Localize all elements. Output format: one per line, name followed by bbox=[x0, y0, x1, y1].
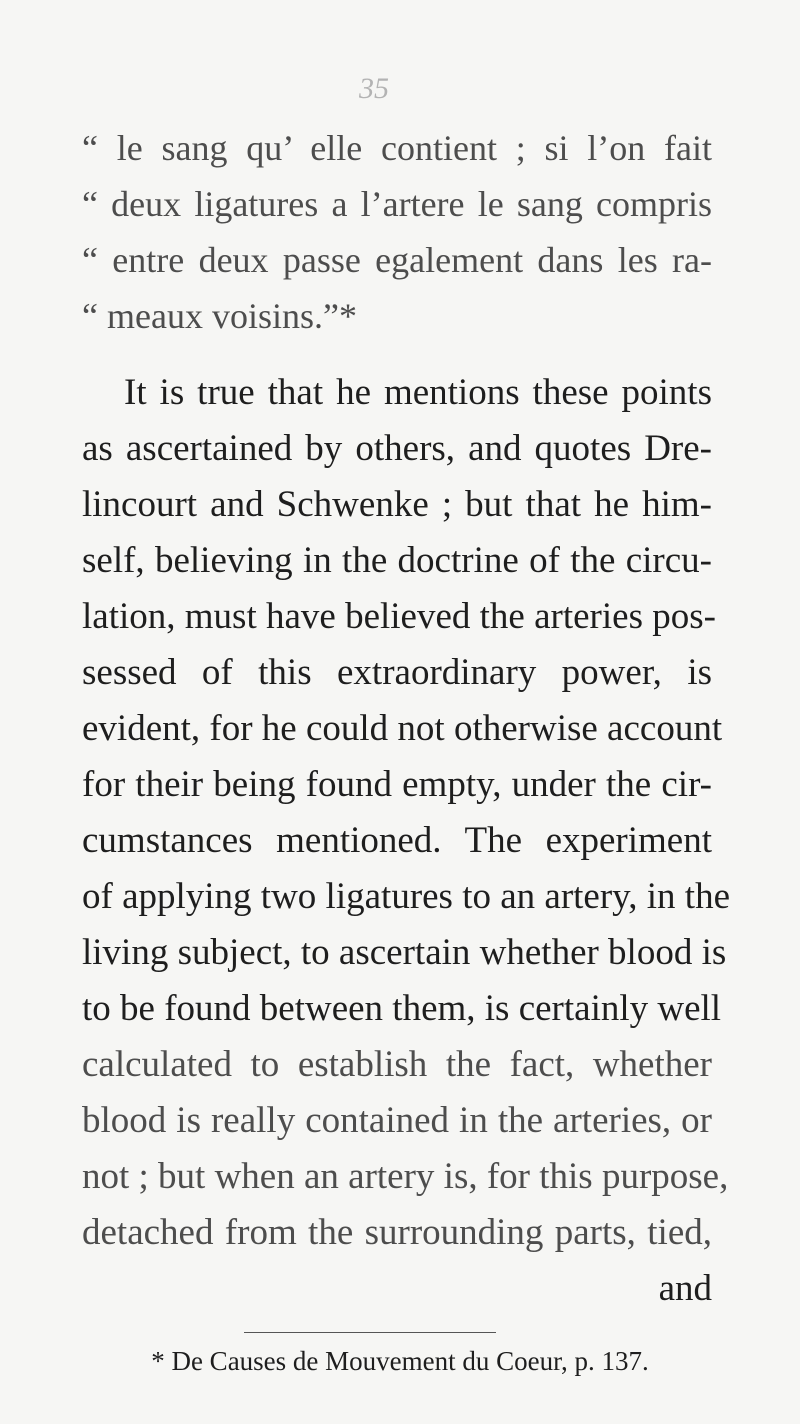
body-line: sessed of this extraordinary power, is bbox=[82, 652, 712, 693]
quote-line: “ le sang qu’ elle contient ; si l’on fait bbox=[82, 128, 712, 168]
body-line: for their being found empty, under the cir- bbox=[82, 764, 712, 805]
body-line: It is true that he mentions these points bbox=[124, 372, 712, 413]
body-line: cumstances mentioned. The experiment bbox=[82, 820, 712, 861]
page-number: 35 bbox=[359, 72, 389, 105]
body-line: calculated to establish the fact, whether bbox=[82, 1044, 712, 1085]
quote-line: “ deux ligatures a l’artere le sang compris bbox=[82, 184, 712, 224]
quote-line: “ meaux voisins.”* bbox=[82, 296, 357, 336]
body-line: self, believing in the doctrine of the circu- bbox=[82, 540, 712, 581]
footnote-rule bbox=[244, 1332, 496, 1333]
body-line: not ; but when an artery is, for this purpose, bbox=[82, 1156, 729, 1197]
body-line: as ascertained by others, and quotes Dre- bbox=[82, 428, 712, 469]
quote-line: “ entre deux passe egalement dans les ra- bbox=[82, 240, 712, 280]
body-line: lincourt and Schwenke ; but that he him- bbox=[82, 484, 712, 525]
body-line: living subject, to ascertain whether blood is bbox=[82, 932, 727, 973]
body-line: evident, for he could not otherwise account bbox=[82, 708, 723, 749]
body-line: blood is really contained in the arteries, or bbox=[82, 1100, 712, 1141]
body-line: lation, must have believed the arteries pos- bbox=[82, 596, 716, 637]
catchword: and bbox=[658, 1268, 712, 1309]
body-line: of applying two ligatures to an artery, in the bbox=[82, 876, 731, 917]
footnote: * De Causes de Mouvement du Coeur, p. 137. bbox=[151, 1346, 649, 1376]
body-line: to be found between them, is certainly well bbox=[82, 988, 722, 1029]
body-line: detached from the surrounding parts, tied, bbox=[82, 1212, 712, 1253]
